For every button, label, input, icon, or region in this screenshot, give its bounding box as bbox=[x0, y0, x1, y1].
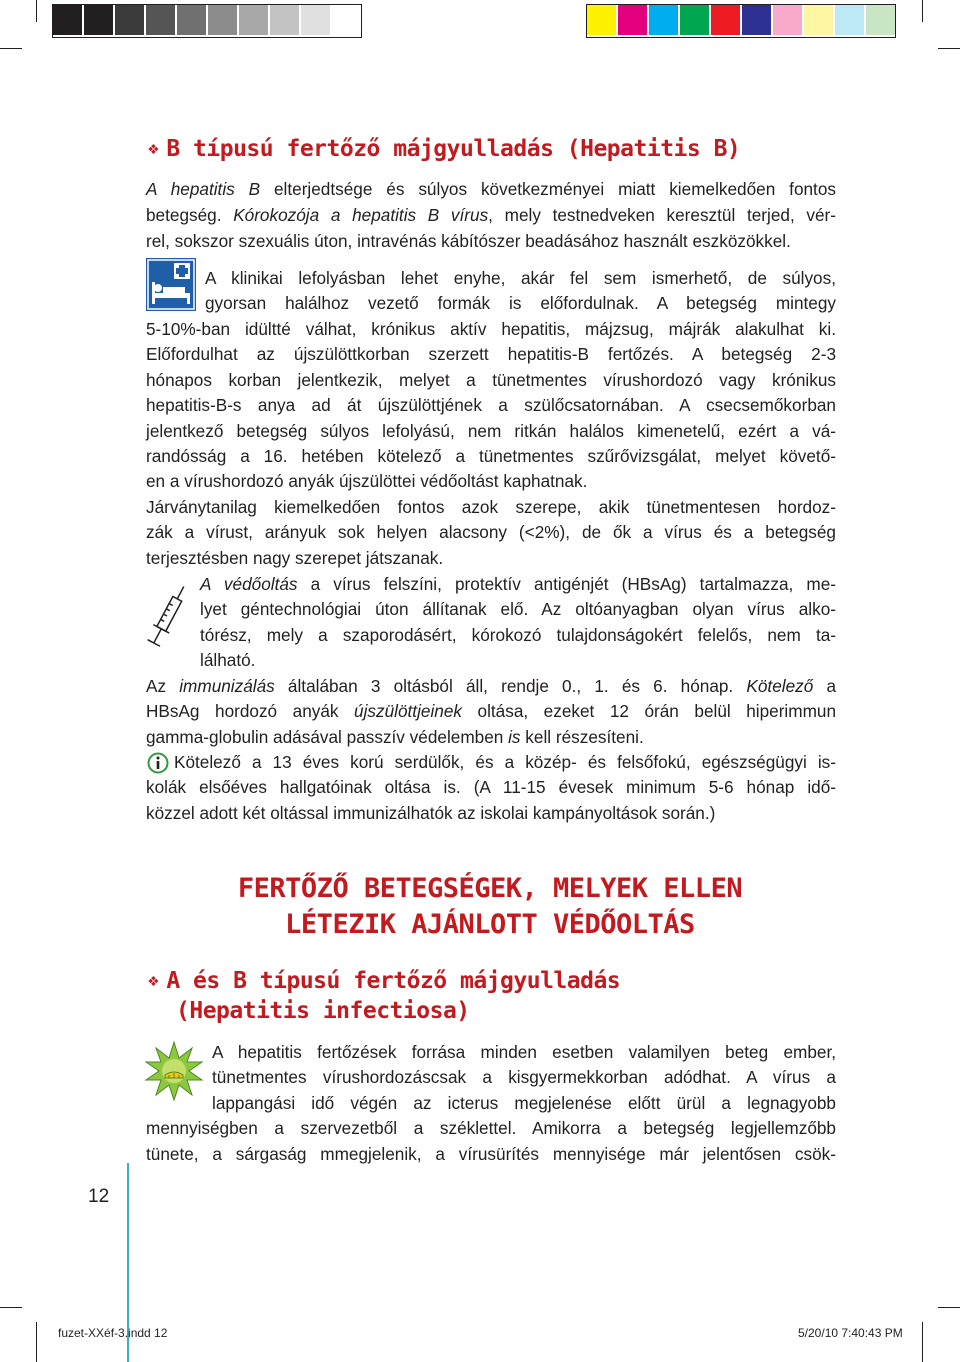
paragraph-line bbox=[146, 674, 836, 699]
color-swatch bbox=[53, 5, 84, 35]
color-swatch bbox=[773, 5, 804, 35]
hospital-bed-icon bbox=[146, 258, 196, 311]
color-swatch bbox=[270, 5, 301, 35]
paragraph-line: Járványtanilag kiemelkedően fontos azok szerepe, akik tünetmentesen hordoz- bbox=[146, 497, 836, 517]
paragraph-line bbox=[146, 725, 836, 750]
color-swatch bbox=[711, 5, 742, 35]
color-swatch bbox=[742, 5, 773, 35]
paragraph-line: jelentkező betegség súlyos lefolyású, nem ritkán halálos kimenetelű, ezért a vá- bbox=[146, 421, 836, 441]
grayscale-registration-bar bbox=[52, 4, 362, 38]
paragraph-line: tórész, mely a szaporodásért, kórokozó tulajdonságokért felelős, nem ta- bbox=[200, 625, 836, 645]
italic-text: A hepatitis B bbox=[146, 179, 261, 199]
italic-text: Kórokozója a hepatitis B vírus bbox=[233, 205, 489, 225]
paragraph-line bbox=[200, 572, 836, 597]
color-swatch bbox=[618, 5, 649, 35]
crop-mark bbox=[36, 0, 37, 22]
text: gamma-globulin adásával passzív védelemben bbox=[146, 727, 509, 747]
paragraph-line: terjesztésben nagy szerepet játszanak. bbox=[146, 548, 444, 568]
color-swatch bbox=[146, 5, 177, 35]
color-swatch bbox=[208, 5, 239, 35]
italic-text: újszülöttjeinek bbox=[354, 701, 462, 721]
color-swatch bbox=[680, 5, 711, 35]
paragraph-line: en a vírushordozó anyák újszülöttei védőoltást kaphatnak. bbox=[146, 471, 588, 491]
color-swatch bbox=[866, 5, 895, 35]
info-icon bbox=[147, 752, 169, 774]
color-swatch bbox=[587, 5, 618, 35]
section-subtitle: (Hepatitis infectiosa) bbox=[176, 998, 470, 1024]
crop-mark bbox=[0, 1307, 22, 1308]
paragraph-line: rel, sokszor szexuális úton, intravénás kábítószer beadásához használt eszközökkel. bbox=[146, 231, 791, 251]
crop-mark bbox=[938, 48, 960, 49]
diamond-bullet-icon: ❖ bbox=[148, 970, 159, 991]
paragraph-line: randósság a 16. hetében kötelező a tünetmentes szűrővizsgálat, melyet követő- bbox=[146, 446, 836, 466]
color-registration-bar bbox=[586, 4, 896, 38]
chapter-title-line: LÉTEZIK AJÁNLOTT VÉDŐOLTÁS bbox=[285, 909, 695, 940]
crop-mark bbox=[922, 1322, 923, 1362]
italic-text: immunizálás bbox=[179, 676, 275, 696]
text: oltása, ezeket 12 órán belül hiperimmun bbox=[462, 701, 836, 721]
paragraph-line: hónapos korban jelentkezik, melyet a tünetmentes vírushordozó vagy krónikus bbox=[146, 370, 836, 390]
paragraph-line: tünete, a sárgaság mmegjelenik, a vírusürítés mennyisége már jelentősen csök- bbox=[146, 1144, 836, 1164]
paragraph-line bbox=[146, 203, 836, 228]
paragraph-line: 5-10%-ban idültté válhat, krónikus aktív hepatitis, májzsug, májrák alakulhat ki. bbox=[146, 319, 836, 339]
diamond-bullet-icon: ❖ bbox=[148, 138, 159, 159]
text: kell részesíteni. bbox=[520, 727, 644, 747]
paragraph-line bbox=[146, 699, 836, 724]
text: általában 3 oltásból áll, rendje 0., 1. és 6. hónap. bbox=[274, 676, 747, 696]
paragraph-line: gyorsan halálhoz vezető formák is előfordulnak. A betegség mintegy bbox=[205, 293, 836, 313]
section-heading-hepatitis-a-b bbox=[148, 968, 620, 994]
footer-date-slug: 5/20/10 7:40:43 PM bbox=[798, 1326, 903, 1340]
paragraph-line: kolák elsőéves hallgatóinak oltása is. (A 11-15 évesek minimum 5-6 hónap idő- bbox=[146, 777, 836, 797]
color-swatch bbox=[332, 5, 361, 35]
text: betegség. bbox=[146, 205, 234, 225]
color-swatch bbox=[835, 5, 866, 35]
crop-mark bbox=[938, 1307, 960, 1308]
paragraph-line: lyet géntechnológiai úton állítanak elő. Az oltóanyagban olyan vírus alko- bbox=[200, 599, 836, 619]
paragraph-line: A hepatitis fertőzések forrása minden esetben valamilyen beteg ember, bbox=[212, 1042, 836, 1062]
paragraph-line: mennyiségben a szervezetből a széklettel. Amikorra a betegség legjellemzőbb bbox=[146, 1118, 836, 1138]
paragraph-line: Kötelező a 13 éves korú serdülők, és a közép- és felsőfokú, egészségügyi is- bbox=[174, 752, 836, 772]
crop-mark bbox=[36, 1322, 37, 1362]
text: a vírus felszíni, protektív antigénjét (HBsAg) tartalmazza, me- bbox=[297, 574, 836, 594]
paragraph-line: hepatitis-B-s anya ad át újszülöttjének a szülőcsatornában. A csecsemőkorban bbox=[146, 395, 836, 415]
text: a bbox=[813, 676, 837, 696]
paragraph-line: lálható. bbox=[200, 650, 256, 670]
paragraph-line: lappangási idő végén az icterus megjelenése előtt ürül a legnagyobb bbox=[212, 1093, 836, 1113]
paragraph-line: tünetmentes vírushordozáscsak a kisgyermekkorban adódhat. A vírus a bbox=[212, 1067, 836, 1087]
paragraph-line: közzel adott két oltással immunizálhatók az iskolai kampányoltások során.) bbox=[146, 803, 716, 823]
paragraph-line bbox=[146, 177, 836, 202]
section-title: A és B típusú fertőző májgyulladás bbox=[166, 968, 621, 994]
paragraph-line: Előfordulhat az újszülöttkorban szerzett hepatitis-B fertőzés. A betegség 2-3 bbox=[146, 344, 836, 364]
footer-file-slug: fuzet-XXéf-3.indd 12 bbox=[58, 1326, 168, 1340]
paragraph-line: zák a vírust, arányuk sok helyen alacsony (<2%), de ők a vírus és a betegség bbox=[146, 522, 836, 542]
virus-icon bbox=[144, 1040, 204, 1102]
crop-mark bbox=[922, 0, 923, 22]
section-heading-hepatitis-b bbox=[148, 136, 740, 162]
italic-text: Kötelező bbox=[746, 676, 814, 696]
color-swatch bbox=[115, 5, 146, 35]
crop-mark bbox=[0, 48, 22, 49]
text: , mely testnedveken keresztül terjed, vér- bbox=[488, 205, 837, 225]
text: Az bbox=[146, 676, 180, 696]
color-swatch bbox=[177, 5, 208, 35]
italic-text: A védőoltás bbox=[200, 574, 298, 594]
color-swatch bbox=[239, 5, 270, 35]
color-swatch bbox=[649, 5, 680, 35]
paragraph-line: A klinikai lefolyásban lehet enyhe, akár fel sem ismerhető, de súlyos, bbox=[205, 268, 836, 288]
page-number: 12 bbox=[88, 1186, 110, 1207]
italic-text: is bbox=[508, 727, 521, 747]
section-title: B típusú fertőző májgyulladás (Hepatitis B) bbox=[166, 136, 741, 162]
text: HBsAg hordozó anyák bbox=[146, 701, 355, 721]
syringe-icon bbox=[146, 582, 186, 658]
color-swatch bbox=[84, 5, 115, 35]
color-swatch bbox=[301, 5, 332, 35]
chapter-title-line: FERTŐZŐ BETEGSÉGEK, MELYEK ELLEN bbox=[237, 873, 743, 904]
text: elterjedtsége és súlyos következményei miatt kiemelkedően fontos bbox=[260, 179, 836, 199]
color-swatch bbox=[804, 5, 835, 35]
